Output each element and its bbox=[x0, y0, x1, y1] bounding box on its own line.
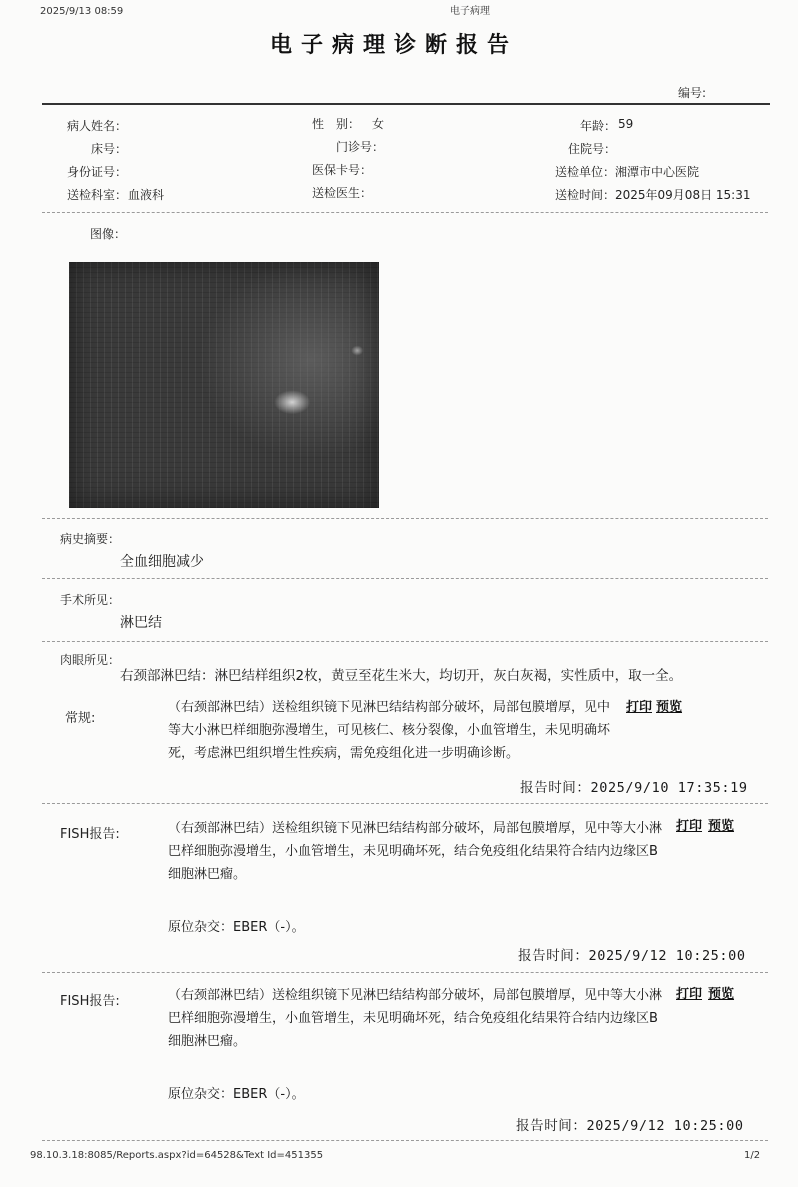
result-text: （右颈部淋巴结）送检组织镜下见淋巴结结构部分破坏，局部包膜增厚，见中等大小淋巴样细胞弥漫增生，小血管增生，未见明确坏死，结合免疫组化结果符合结内边缘区B细胞淋巴瘤。 bbox=[168, 988, 663, 1049]
print-page-title: 电子病理 bbox=[450, 6, 490, 17]
doctor-label: 送检医生： bbox=[312, 186, 373, 200]
bed-label: 床号： bbox=[91, 142, 128, 156]
header-rule bbox=[42, 103, 770, 105]
insurance-label: 医保卡号： bbox=[312, 163, 373, 177]
preview-button[interactable]: 预览 bbox=[708, 819, 735, 834]
divider-result-1 bbox=[42, 803, 768, 804]
age-value: 59 bbox=[618, 117, 634, 131]
preview-button[interactable]: 预览 bbox=[708, 987, 735, 1002]
divider-result-3 bbox=[42, 1140, 768, 1141]
result-label: FISH报告: bbox=[60, 994, 120, 1009]
result-label: FISH报告: bbox=[60, 827, 120, 842]
print-button[interactable]: 打印 bbox=[676, 819, 703, 834]
gross-value: 右颈部淋巴结：淋巴结样组织2枚，黄豆至花生米大，均切开，灰白灰褐，实性质中，取一全。 bbox=[120, 668, 683, 684]
surgery-label: 手术所见： bbox=[60, 593, 121, 607]
report-time: 报告时间：2025/9/10 17:35:19 bbox=[520, 780, 748, 796]
surgery-value: 淋巴结 bbox=[120, 615, 162, 631]
history-value: 全血细胞减少 bbox=[120, 554, 204, 570]
name-label: 病人姓名： bbox=[67, 119, 128, 133]
divider-history bbox=[42, 578, 768, 579]
divider-info bbox=[42, 212, 768, 213]
print-datetime: 2025/9/13 08:59 bbox=[40, 6, 124, 17]
date-label: 送检时间： bbox=[555, 188, 616, 202]
hospital-value: 湘潭市中心医院 bbox=[615, 165, 700, 179]
dept-label: 送检科室： bbox=[67, 188, 128, 202]
result-label: 常规: bbox=[65, 711, 96, 726]
date-value: 2025年09月08日 15:31 bbox=[615, 188, 751, 202]
sex-label: 性 别： bbox=[312, 117, 361, 131]
divider-result-2 bbox=[42, 972, 768, 973]
preview-button[interactable]: 预览 bbox=[656, 700, 683, 715]
inpatient-label: 住院号： bbox=[568, 142, 617, 156]
result-text: （右颈部淋巴结）送检组织镜下见淋巴结结构部分破坏，局部包膜增厚，见中等大小淋巴样细胞弥漫增生，小血管增生，未见明确坏死，结合免疫组化结果符合结内边缘区B细胞淋巴瘤。 bbox=[168, 821, 663, 882]
report-title: 电子病理诊断报告 bbox=[270, 33, 519, 58]
report-time: 报告时间：2025/9/12 10:25:00 bbox=[518, 948, 746, 964]
report-time: 报告时间：2025/9/12 10:25:00 bbox=[516, 1118, 744, 1134]
history-label: 病史摘要： bbox=[60, 532, 121, 546]
divider-image bbox=[42, 518, 768, 519]
age-label: 年龄： bbox=[580, 119, 617, 133]
outpatient-label: 门诊号： bbox=[336, 140, 385, 154]
microscopy-image bbox=[69, 262, 379, 508]
result-extra: 原位杂交：EBER（-）。 bbox=[168, 1087, 305, 1102]
result-text: （右颈部淋巴结）送检组织镜下见淋巴结结构部分破坏，局部包膜增厚，见中等大小淋巴样细胞弥漫增生，可见核仁、核分裂像，小血管增生，未见明确坏死，考虑淋巴组织增生性疾病，需免疫组化进一步明确诊断。 bbox=[168, 700, 611, 761]
divider-surgery bbox=[42, 641, 768, 642]
image-label: 图像： bbox=[90, 227, 127, 241]
gross-label: 肉眼所见： bbox=[60, 653, 121, 667]
id-label: 身份证号： bbox=[67, 165, 128, 179]
print-button[interactable]: 打印 bbox=[676, 987, 703, 1002]
sex-value: 女 bbox=[372, 117, 385, 131]
hospital-label: 送检单位： bbox=[555, 165, 616, 179]
print-button[interactable]: 打印 bbox=[626, 700, 653, 715]
print-url: 98.10.3.18:8085/Reports.aspx?id=64528&Text Id=451355 bbox=[30, 1150, 324, 1161]
print-page-number: 1/2 bbox=[744, 1150, 761, 1161]
result-extra: 原位杂交：EBER（-）。 bbox=[168, 920, 305, 935]
dept-value: 血液科 bbox=[128, 188, 165, 202]
report-number-label: 编号: bbox=[678, 86, 707, 100]
